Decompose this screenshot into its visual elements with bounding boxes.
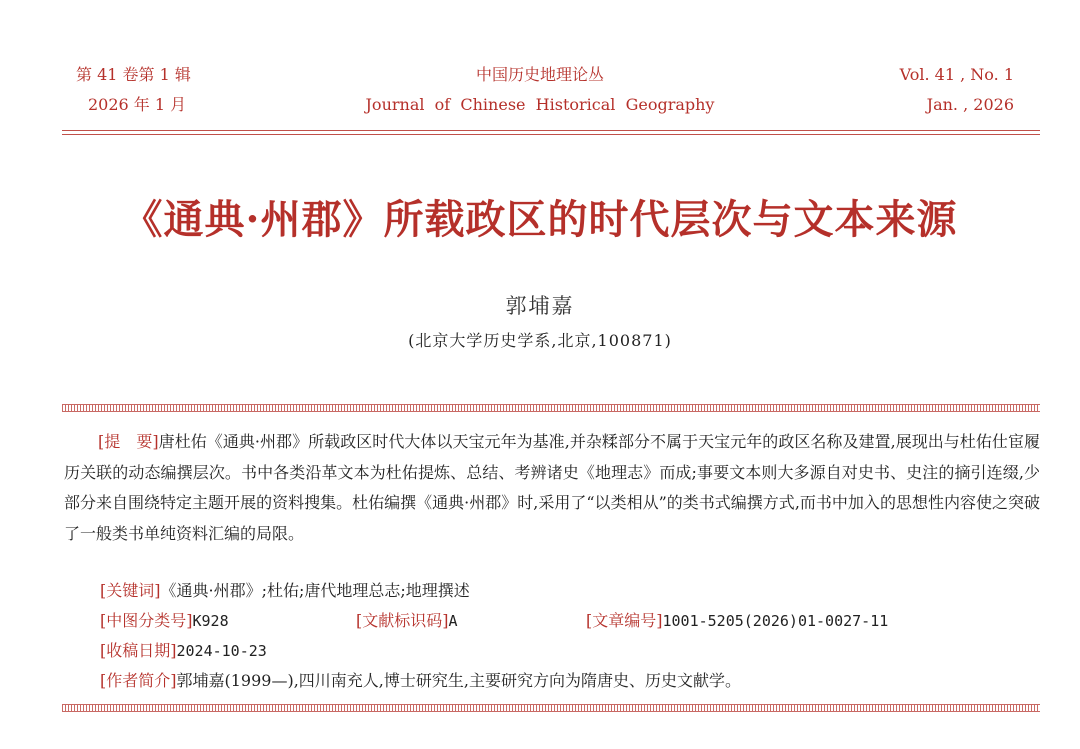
abstract-bottom-divider bbox=[62, 704, 1040, 712]
header-divider bbox=[62, 130, 1040, 135]
author-affiliation: (北京大学历史学系,北京,100871) bbox=[408, 331, 672, 350]
issue-date-en: Jan. , 2026 bbox=[926, 95, 1014, 114]
issue-date: 2026 年 1 月 bbox=[88, 95, 187, 114]
received-label: [收稿日期] bbox=[100, 641, 177, 660]
classification-line bbox=[100, 606, 229, 636]
doc-code-line bbox=[356, 606, 458, 636]
bio-label: [作者简介] bbox=[100, 671, 177, 690]
bio-text: 郭埔嘉(1999—),四川南充人,博士研究生,主要研究方向为隋唐史、历史文献学。 bbox=[176, 671, 741, 690]
keywords-line bbox=[100, 576, 470, 606]
article-no-line bbox=[586, 606, 888, 636]
doc-code-label: [文献标识码] bbox=[356, 611, 449, 630]
volume-issue-en: Vol. 41 , No. 1 bbox=[899, 65, 1014, 84]
abstract bbox=[64, 427, 1040, 549]
doc-code-value: A bbox=[448, 612, 458, 630]
keywords: 《通典·州郡》;杜佑;唐代地理总志;地理撰述 bbox=[160, 581, 470, 600]
journal-name-cn: 中国历史地理论丛 bbox=[475, 65, 604, 84]
article-no-label: [文章编号] bbox=[586, 611, 663, 630]
article-title: 《通典·州郡》所载政区的时代层次与文本来源 bbox=[122, 196, 958, 243]
keywords-label: [关键词] bbox=[100, 581, 161, 600]
article-no-value: 1001-5205(2026)01-0027-11 bbox=[662, 612, 889, 630]
clc-label: [中图分类号] bbox=[100, 611, 193, 630]
journal-issue-info-en bbox=[900, 60, 1014, 120]
abstract-text: 唐杜佑《通典·州郡》所载政区时代大体以天宝元年为基准,并杂糅部分不属于天宝元年的政区名称及建置,展现出与杜佑仕宦履历关联的动态编撰层次。书中各类沿革文本为杜佑提炼、总结、考辨诸史《地理志》而成;事要文本则大多源自对史书、史注的摘引连缀,少部分来自围绕特定主题开展的资料搜集。杜佑编撰《通典·州郡》时,采用了“以类相从”的类书式编撰方式,而书中加入的思想性内容使之突破了一般类书单纯资料汇编的局限。 bbox=[64, 432, 1040, 543]
abstract-top-divider bbox=[62, 404, 1040, 412]
abstract-label: [提 要] bbox=[98, 432, 159, 451]
journal-name-en: Journal of Chinese Historical Geography bbox=[365, 95, 715, 114]
article-author: 郭埔嘉 bbox=[505, 294, 575, 318]
volume-issue: 第 41 卷第 1 辑 bbox=[76, 65, 191, 84]
clc-value: K928 bbox=[192, 612, 229, 630]
author-bio-line bbox=[100, 666, 741, 696]
received-line bbox=[100, 636, 267, 666]
received-value: 2024-10-23 bbox=[176, 642, 267, 660]
